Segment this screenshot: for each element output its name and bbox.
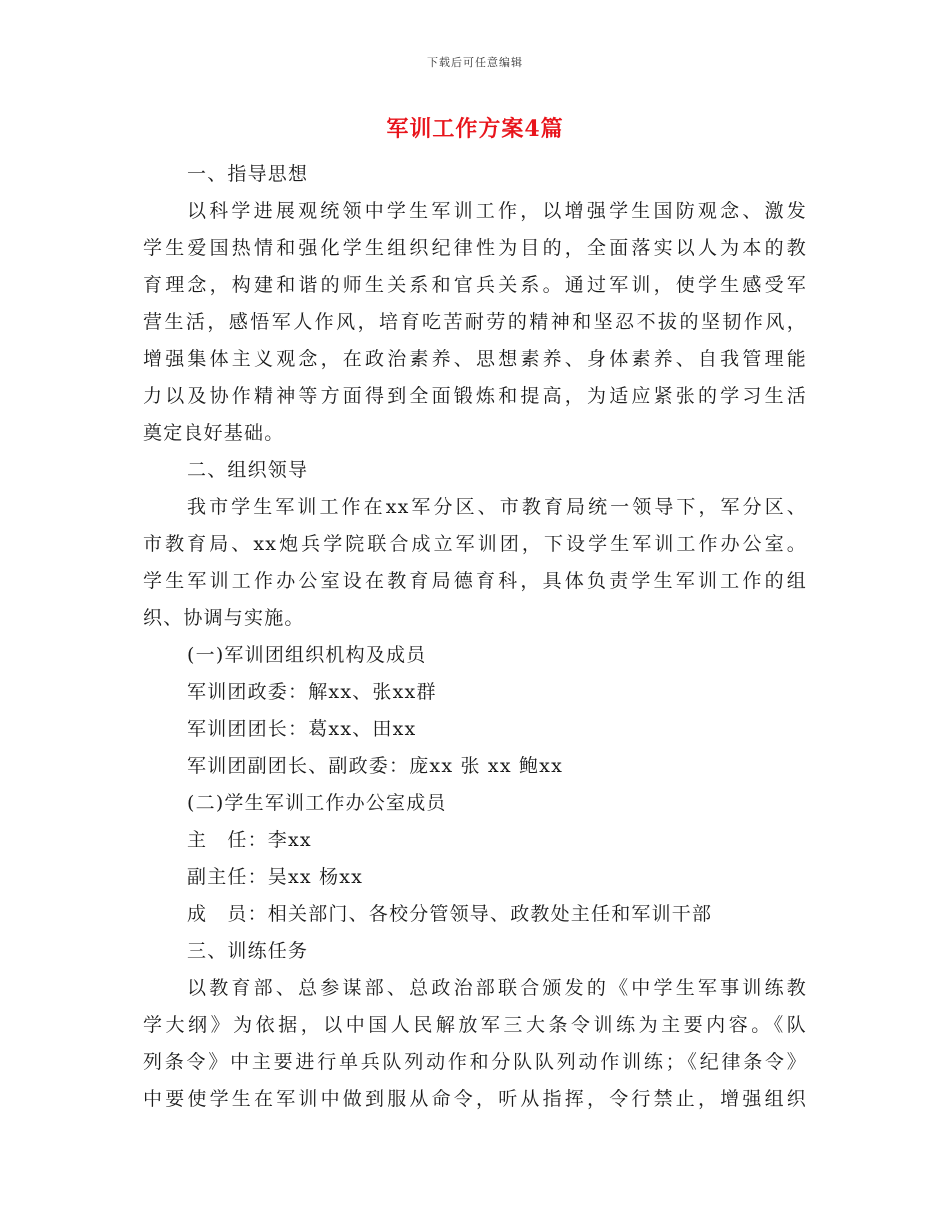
paragraph-line: 军训团团长：葛xx、田xx <box>187 718 417 740</box>
paragraph-line: 力以及协作精神等方面得到全面锻炼和提高，为适应紧张的学习生活 <box>143 385 807 407</box>
paragraph-line: 二、组织领导 <box>187 459 309 481</box>
paragraph-line: 以教育部、总参谋部、总政治部联合颁发的《中学生军事训练教 <box>187 977 807 999</box>
header-note: 下载后可任意编辑 <box>427 56 523 69</box>
paragraph-line: 一、指导思想 <box>187 163 309 185</box>
paragraph-line: 奠定良好基础。 <box>143 422 285 444</box>
paragraph-line: 织、协调与实施。 <box>143 607 305 629</box>
paragraph-line: 中要使学生在军训中做到服从命令，听从指挥，令行禁止，增强组织 <box>143 1088 807 1110</box>
paragraph-line: 主 任：李xx <box>187 829 312 851</box>
paragraph-line: (二)学生军训工作办公室成员 <box>187 792 447 814</box>
paragraph-line: 我市学生军训工作在xx军分区、市教育局统一领导下，军分区、 <box>187 496 807 518</box>
paragraph-line: 增强集体主义观念，在政治素养、思想素养、身体素养、自我管理能 <box>143 348 807 370</box>
paragraph-line: 列条令》中主要进行单兵队列动作和分队队列动作训练；《纪律条令》 <box>143 1051 807 1073</box>
document-title: 军训工作方案4篇 <box>386 116 564 142</box>
paragraph-line: 市教育局、xx炮兵学院联合成立军训团，下设学生军训工作办公室。 <box>143 533 807 555</box>
paragraph-line: 副主任：吴xx 杨xx <box>187 866 364 888</box>
document-body <box>143 156 807 1118</box>
paragraph-line: 以科学进展观统领中学生军训工作，以增强学生国防观念、激发 <box>187 200 807 222</box>
paragraph-line: 成 员：相关部门、各校分管领导、政教处主任和军训干部 <box>187 903 713 925</box>
paragraph-line: 军训团副团长、副政委：庞xx 张 xx 鲍xx <box>187 755 564 777</box>
paragraph-line: 学生爱国热情和强化学生组织纪律性为目的，全面落实以人为本的教 <box>143 237 807 259</box>
paragraph-line: 学大纲》为依据，以中国人民解放军三大条令训练为主要内容。《队 <box>143 1014 807 1036</box>
paragraph-line: 三、训练任务 <box>187 940 309 962</box>
paragraph-line: 育理念，构建和谐的师生关系和官兵关系。通过军训，使学生感受军 <box>143 274 807 296</box>
paragraph-line: 军训团政委：解xx、张xx群 <box>187 681 437 703</box>
paragraph-line: (一)军训团组织机构及成员 <box>187 644 427 666</box>
paragraph-line: 学生军训工作办公室设在教育局德育科，具体负责学生军训工作的组 <box>143 570 807 592</box>
paragraph-line: 营生活，感悟军人作风，培育吃苦耐劳的精神和坚忍不拔的坚韧作风， <box>143 311 807 333</box>
